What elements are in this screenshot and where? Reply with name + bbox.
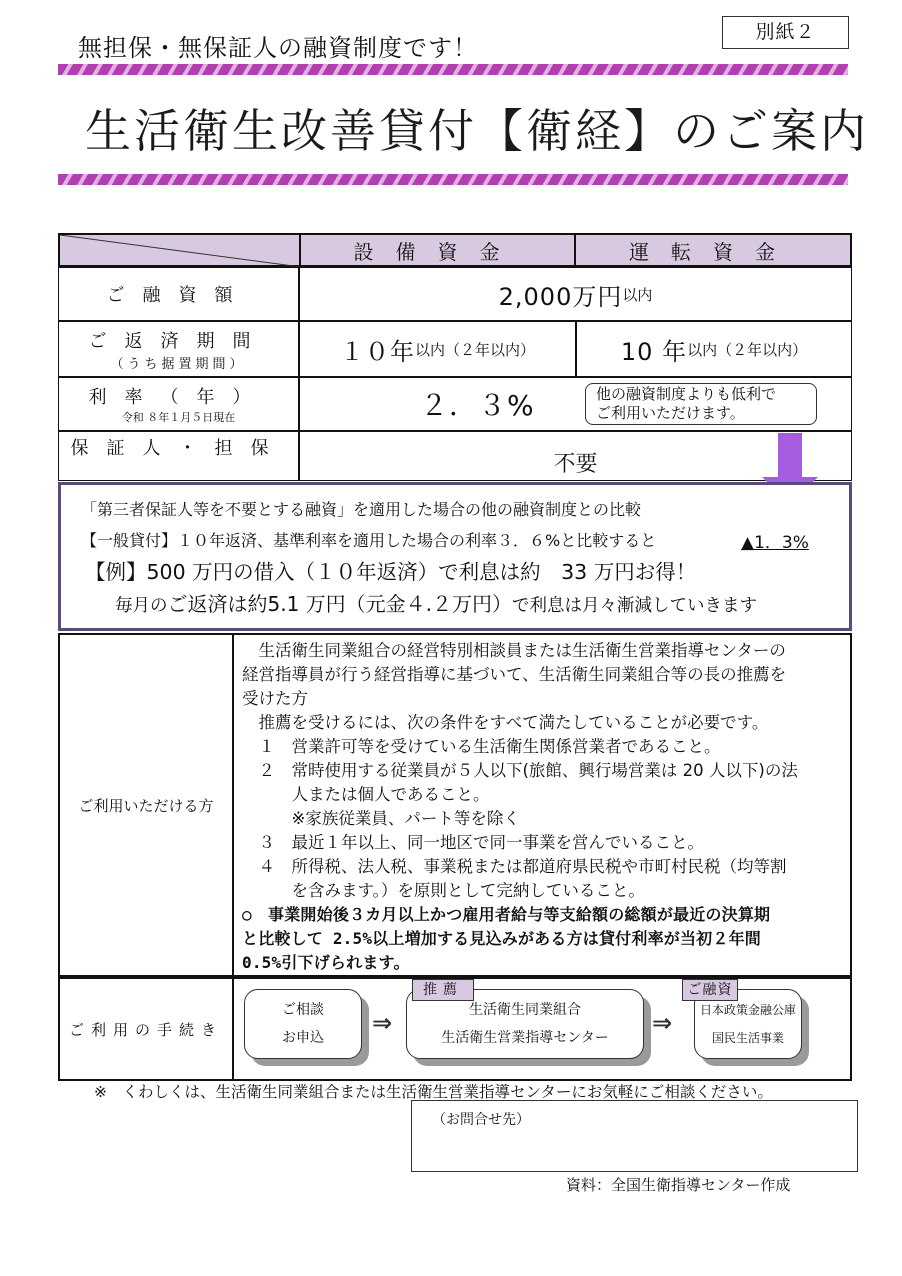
step-recommend-tag: 推薦 [412, 979, 474, 1001]
header-operating-funds: 運転資金 [574, 233, 852, 267]
page-title: 生活衛生改善貸付【衛経】のご案内 [85, 104, 869, 158]
compare-line-1: 「第三者保証人等を不要とする融資」を適用した場合の他の融資制度との比較 [81, 500, 642, 519]
decorative-stripe-top [58, 64, 848, 75]
term-label: ご返済期間 （うち据置期間） [58, 321, 299, 377]
eligibility-bonus-line: 0.5%引下げられます。 [242, 953, 410, 972]
comparison-box [58, 482, 852, 631]
source-credit: 資料：全国生衛指導センター作成 [566, 1176, 791, 1194]
guarantor-value: 不要 [299, 431, 852, 481]
diagonal-line-icon [60, 235, 301, 267]
eligibility-line: 受けた方 [242, 689, 308, 708]
amount-value: 2,000万円 以内 [299, 267, 852, 321]
term-operating: 10 年 以内（２年以内） [576, 321, 852, 377]
eligibility-line: 経営指導員が行う経営指導に基づいて、生活衛生同業組合等の長の推薦を [242, 665, 787, 684]
compare-rate-difference: ▲1．3% [741, 533, 809, 553]
step-consultation: ご相談 お申込 [244, 989, 362, 1059]
decorative-stripe-bottom [58, 174, 848, 185]
compare-example: 【例】500 万円の借入（１０年返済）で利息は約 33 万円お得！ [85, 560, 697, 584]
step-arrow-icon: ⇒ [372, 1009, 393, 1037]
procedure-table [58, 977, 852, 1081]
header-equipment-funds: 設備資金 [299, 233, 576, 267]
step-loan: 日本政策金融公庫 国民生活事業 [694, 989, 802, 1059]
eligibility-line: 生活衛生同業組合の経営特別相談員または生活衛生営業指導センターの [242, 641, 786, 660]
eligibility-conditions [234, 635, 850, 975]
guarantor-label: 保証人・担保 [58, 431, 299, 481]
eligibility-line: ２ 常時使用する従業員が５人以下(旅館、興行場営業は 20 人以下)の法 [242, 761, 798, 780]
eligibility-line: ３ 最近１年以上、同一地区で同一事業を営んでいること。 [242, 833, 704, 852]
eligibility-line: ４ 所得税、法人税、事業税または都道府県民税や市町村民税（均等割 [242, 857, 787, 876]
eligibility-table [58, 633, 852, 977]
footnote: ※ くわしくは、生活衛生同業組合または生活衛生営業指導センターにお気軽にご相談ください。 [94, 1083, 773, 1101]
amount-label: ご融資額 [58, 267, 299, 321]
subtitle: 無担保・無保証人の融資制度です！ [78, 34, 478, 62]
step-arrow-icon: ⇒ [652, 1009, 673, 1037]
document-tag: 別紙２ [722, 16, 849, 49]
eligibility-bonus-line: ○ 事業開始後３カ月以上かつ雇用者給与等支給額の総額が最近の決算期 [242, 905, 771, 924]
step-recommendation: 生活衛生同業組合 生活衛生営業指導センター [406, 989, 644, 1059]
eligibility-line: １ 営業許可等を受けている生活衛生関係営業者であること。 [242, 737, 721, 756]
eligibility-bonus-line: と比較して 2.5%以上増加する見込みがある方は貸付利率が当初２年間 [242, 929, 761, 948]
compare-monthly-note: 毎月のご返済は約5.1 万円（元金４.２万円）で利息は月々漸減していきます [115, 592, 758, 616]
term-equipment: １０年 以内（２年以内） [299, 321, 576, 377]
eligibility-line: ※家族従業員、パート等を除く [242, 809, 520, 828]
eligibility-line: 人または個人であること。 [242, 785, 490, 804]
eligibility-label: ご利用いただける方 [60, 635, 234, 975]
eligibility-line: 推薦を受けるには、次の条件をすべて満たしていることが必要です。 [242, 713, 769, 732]
step-loan-tag: ご融資 [682, 979, 738, 1001]
table-corner-cell [58, 233, 301, 267]
contact-box: （お問合せ先） [411, 1100, 858, 1172]
eligibility-line: を含みます。）を原則として完納していること。 [242, 881, 645, 900]
loan-terms-table [58, 233, 852, 483]
rate-value-cell: ２．３% 他の融資制度よりも低利で ご利用いただけます。 [299, 377, 852, 431]
rate-label: 利率（年） 令和 ８年１月５日現在 [58, 377, 299, 431]
compare-line-2: 【一般貸付】１０年返済、基準利率を適用した場合の利率３．６%と比較すると [81, 531, 657, 550]
procedure-label: ご利用の手続き [60, 979, 234, 1079]
rate-note: 他の融資制度よりも低利で ご利用いただけます。 [585, 383, 817, 425]
